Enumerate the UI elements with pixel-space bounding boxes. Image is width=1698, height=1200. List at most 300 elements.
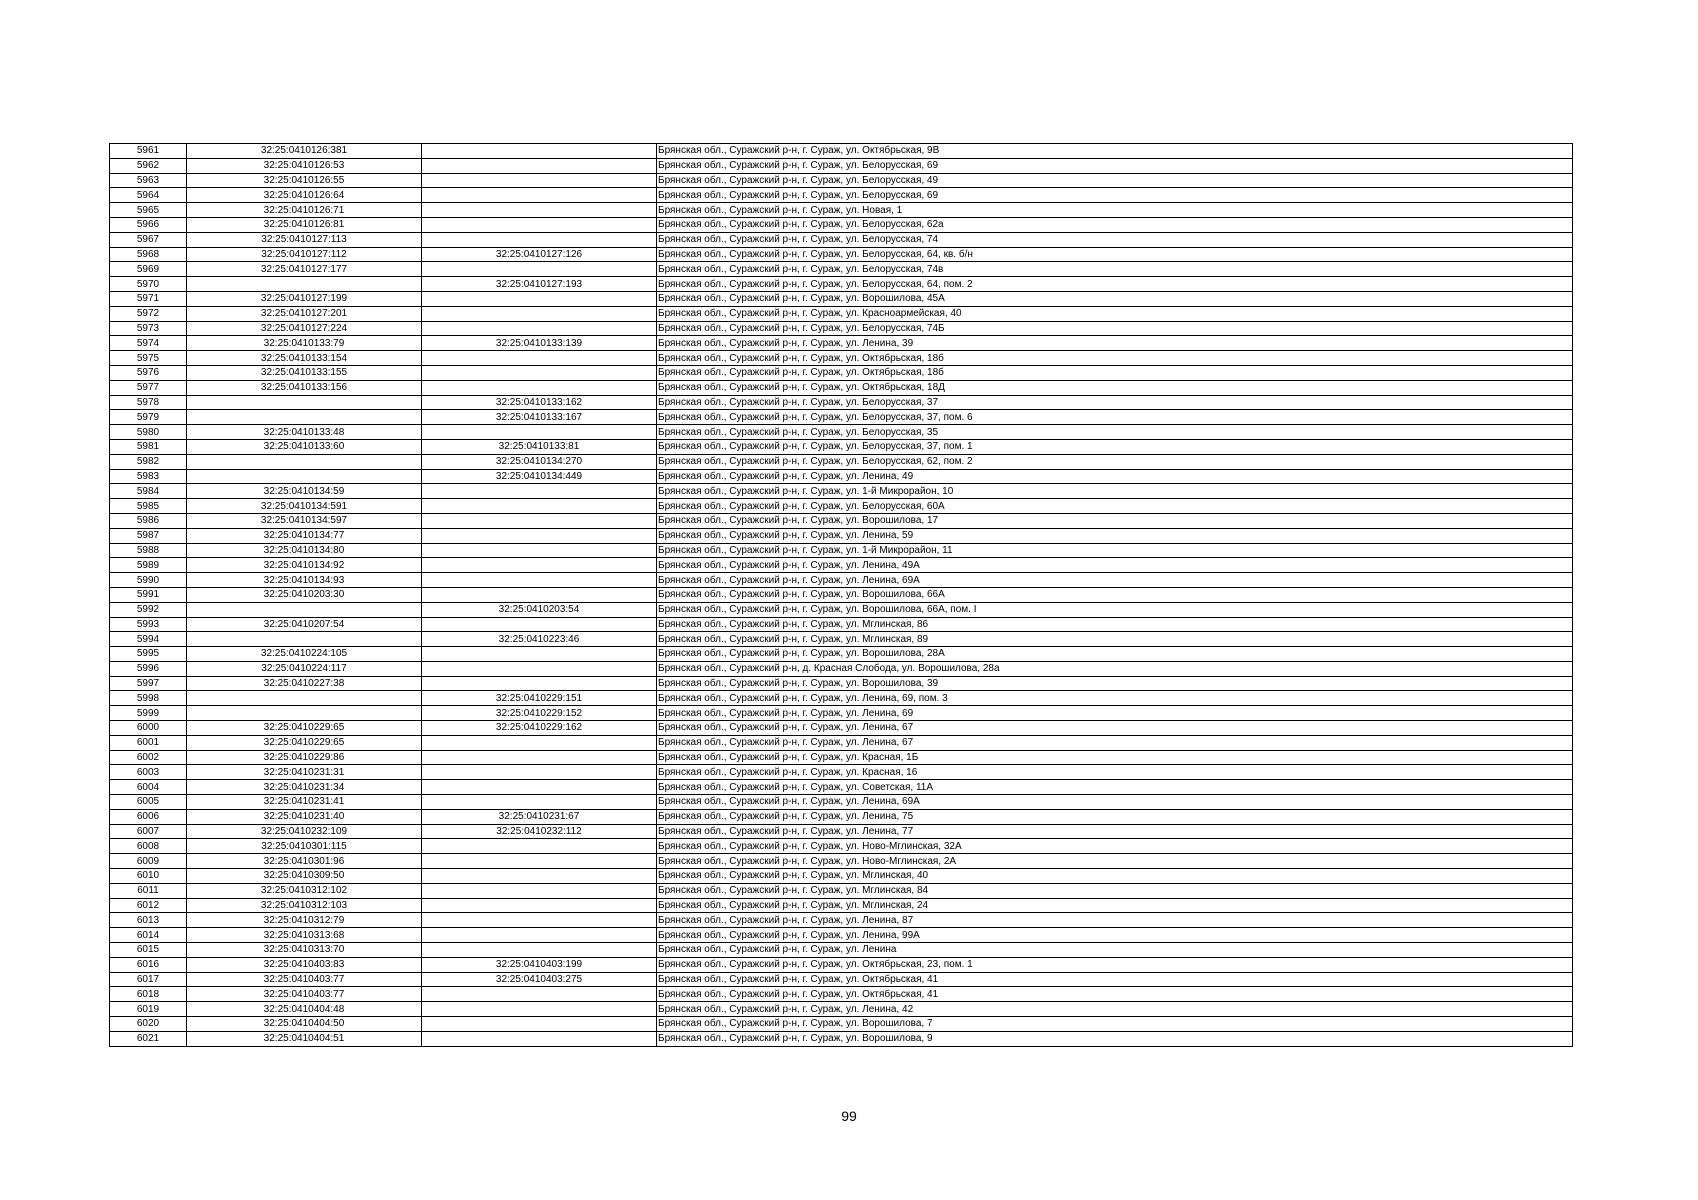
row-number-cell: 5997 (110, 676, 187, 691)
land-cadastral-number-cell: 32:25:0410126:71 (187, 203, 422, 218)
row-number-cell: 6013 (110, 913, 187, 928)
row-number-cell: 5965 (110, 203, 187, 218)
building-cadastral-number-cell (422, 513, 657, 528)
row-number-cell: 6011 (110, 883, 187, 898)
land-cadastral-number-cell: 32:25:0410134:597 (187, 513, 422, 528)
land-cadastral-number-cell: 32:25:0410301:115 (187, 839, 422, 854)
row-number-cell: 5996 (110, 661, 187, 676)
row-number-cell: 5971 (110, 291, 187, 306)
land-cadastral-number-cell (187, 469, 422, 484)
address-cell: Брянская обл., Суражский р-н, г. Сураж, ул. Ленина (657, 943, 1573, 958)
table-row (110, 809, 1573, 824)
table-row (110, 898, 1573, 913)
land-cadastral-number-cell: 32:25:0410126:381 (187, 144, 422, 159)
building-cadastral-number-cell: 32:25:0410133:139 (422, 336, 657, 351)
address-cell: Брянская обл., Суражский р-н, г. Сураж, ул. Мглинская, 24 (657, 898, 1573, 913)
land-cadastral-number-cell: 32:25:0410231:31 (187, 765, 422, 780)
building-cadastral-number-cell (422, 425, 657, 440)
table-row (110, 780, 1573, 795)
row-number-cell: 5982 (110, 454, 187, 469)
address-cell: Брянская обл., Суражский р-н, г. Сураж, ул. Белорусская, 64, пом. 2 (657, 277, 1573, 292)
land-cadastral-number-cell (187, 632, 422, 647)
building-cadastral-number-cell: 32:25:0410403:199 (422, 957, 657, 972)
address-cell: Брянская обл., Суражский р-н, г. Сураж, ул. Ворошилова, 9 (657, 1031, 1573, 1046)
address-cell: Брянская обл., Суражский р-н, г. Сураж, ул. Ленина, 87 (657, 913, 1573, 928)
land-cadastral-number-cell: 32:25:0410134:93 (187, 573, 422, 588)
table-row (110, 277, 1573, 292)
building-cadastral-number-cell (422, 232, 657, 247)
table-row (110, 721, 1573, 736)
land-cadastral-number-cell: 32:25:0410403:77 (187, 972, 422, 987)
table-row (110, 957, 1573, 972)
building-cadastral-number-cell: 32:25:0410223:46 (422, 632, 657, 647)
address-cell: Брянская обл., Суражский р-н, г. Сураж, ул. Белорусская, 35 (657, 425, 1573, 440)
row-number-cell: 5970 (110, 277, 187, 292)
building-cadastral-number-cell: 32:25:0410231:67 (422, 809, 657, 824)
table-row (110, 306, 1573, 321)
table-row (110, 528, 1573, 543)
address-cell: Брянская обл., Суражский р-н, г. Сураж, ул. 1-й Микрорайон, 11 (657, 543, 1573, 558)
building-cadastral-number-cell (422, 144, 657, 159)
row-number-cell: 6018 (110, 987, 187, 1002)
table-row (110, 217, 1573, 232)
table-row (110, 144, 1573, 159)
address-cell: Брянская обл., Суражский р-н, г. Сураж, ул. Белорусская, 74в (657, 262, 1573, 277)
table-row (110, 928, 1573, 943)
row-number-cell: 6020 (110, 1017, 187, 1032)
table-row (110, 869, 1573, 884)
address-cell: Брянская обл., Суражский р-н, г. Сураж, ул. Октябрьская, 18Д (657, 380, 1573, 395)
building-cadastral-number-cell (422, 528, 657, 543)
row-number-cell: 6017 (110, 972, 187, 987)
table-row (110, 706, 1573, 721)
building-cadastral-number-cell (422, 499, 657, 514)
row-number-cell: 5962 (110, 158, 187, 173)
building-cadastral-number-cell (422, 543, 657, 558)
address-cell: Брянская обл., Суражский р-н, г. Сураж, ул. Ворошилова, 66А (657, 587, 1573, 602)
land-cadastral-number-cell: 32:25:0410134:92 (187, 558, 422, 573)
table-row (110, 558, 1573, 573)
building-cadastral-number-cell (422, 883, 657, 898)
building-cadastral-number-cell: 32:25:0410133:81 (422, 439, 657, 454)
building-cadastral-number-cell: 32:25:0410232:112 (422, 824, 657, 839)
table-row (110, 365, 1573, 380)
building-cadastral-number-cell (422, 262, 657, 277)
building-cadastral-number-cell (422, 321, 657, 336)
address-cell: Брянская обл., Суражский р-н, г. Сураж, ул. Белорусская, 69 (657, 158, 1573, 173)
table-row (110, 587, 1573, 602)
land-cadastral-number-cell: 32:25:0410134:80 (187, 543, 422, 558)
row-number-cell: 5985 (110, 499, 187, 514)
land-cadastral-number-cell: 32:25:0410133:155 (187, 365, 422, 380)
building-cadastral-number-cell (422, 617, 657, 632)
land-cadastral-number-cell: 32:25:0410227:38 (187, 676, 422, 691)
land-cadastral-number-cell: 32:25:0410312:79 (187, 913, 422, 928)
building-cadastral-number-cell (422, 1017, 657, 1032)
address-cell: Брянская обл., Суражский р-н, г. Сураж, ул. Ленина, 69 (657, 706, 1573, 721)
address-cell: Брянская обл., Суражский р-н, г. Сураж, ул. Октябрьская, 9В (657, 144, 1573, 159)
row-number-cell: 5990 (110, 573, 187, 588)
building-cadastral-number-cell: 32:25:0410203:54 (422, 602, 657, 617)
row-number-cell: 6009 (110, 854, 187, 869)
row-number-cell: 5969 (110, 262, 187, 277)
building-cadastral-number-cell: 32:25:0410134:270 (422, 454, 657, 469)
land-cadastral-number-cell: 32:25:0410224:105 (187, 647, 422, 662)
land-cadastral-number-cell (187, 602, 422, 617)
address-cell: Брянская обл., Суражский р-н, г. Сураж, ул. Новая, 1 (657, 203, 1573, 218)
table-row (110, 232, 1573, 247)
table-row (110, 676, 1573, 691)
land-cadastral-number-cell: 32:25:0410404:51 (187, 1031, 422, 1046)
address-cell: Брянская обл., Суражский р-н, г. Сураж, ул. Белорусская, 62, пом. 2 (657, 454, 1573, 469)
table-row (110, 499, 1573, 514)
table-row (110, 943, 1573, 958)
building-cadastral-number-cell (422, 928, 657, 943)
address-cell: Брянская обл., Суражский р-н, г. Сураж, ул. Ленина, 67 (657, 721, 1573, 736)
table-row (110, 661, 1573, 676)
building-cadastral-number-cell (422, 351, 657, 366)
row-number-cell: 5999 (110, 706, 187, 721)
row-number-cell: 6015 (110, 943, 187, 958)
address-cell: Брянская обл., Суражский р-н, г. Сураж, ул. Ленина, 75 (657, 809, 1573, 824)
land-cadastral-number-cell: 32:25:0410301:96 (187, 854, 422, 869)
building-cadastral-number-cell (422, 750, 657, 765)
address-cell: Брянская обл., Суражский р-н, г. Сураж, ул. Ленина, 49 (657, 469, 1573, 484)
row-number-cell: 6001 (110, 735, 187, 750)
land-cadastral-number-cell: 32:25:0410231:40 (187, 809, 422, 824)
land-cadastral-number-cell: 32:25:0410127:224 (187, 321, 422, 336)
building-cadastral-number-cell: 32:25:0410403:275 (422, 972, 657, 987)
building-cadastral-number-cell (422, 306, 657, 321)
row-number-cell: 5976 (110, 365, 187, 380)
row-number-cell: 5986 (110, 513, 187, 528)
table-row (110, 410, 1573, 425)
address-cell: Брянская обл., Суражский р-н, г. Сураж, ул. Ленина, 49А (657, 558, 1573, 573)
table-row (110, 203, 1573, 218)
table-row (110, 1031, 1573, 1046)
row-number-cell: 5963 (110, 173, 187, 188)
address-cell: Брянская обл., Суражский р-н, г. Сураж, ул. Октябрьская, 23, пом. 1 (657, 957, 1573, 972)
land-cadastral-number-cell (187, 454, 422, 469)
table-row (110, 972, 1573, 987)
table-row (110, 987, 1573, 1002)
land-cadastral-number-cell (187, 706, 422, 721)
building-cadastral-number-cell (422, 1002, 657, 1017)
address-cell: Брянская обл., Суражский р-н, д. Красная Слобода, ул. Ворошилова, 28а (657, 661, 1573, 676)
table-row (110, 543, 1573, 558)
building-cadastral-number-cell (422, 647, 657, 662)
land-cadastral-number-cell: 32:25:0410133:154 (187, 351, 422, 366)
land-cadastral-number-cell: 32:25:0410133:60 (187, 439, 422, 454)
table-row (110, 513, 1573, 528)
address-cell: Брянская обл., Суражский р-н, г. Сураж, ул. Октябрьская, 18б (657, 365, 1573, 380)
table-row (110, 573, 1573, 588)
address-cell: Брянская обл., Суражский р-н, г. Сураж, ул. Ленина, 42 (657, 1002, 1573, 1017)
row-number-cell: 6012 (110, 898, 187, 913)
table-row (110, 321, 1573, 336)
table-row (110, 484, 1573, 499)
address-cell: Брянская обл., Суражский р-н, г. Сураж, ул. Ворошилова, 66А, пом. I (657, 602, 1573, 617)
row-number-cell: 5974 (110, 336, 187, 351)
building-cadastral-number-cell (422, 795, 657, 810)
building-cadastral-number-cell (422, 661, 657, 676)
land-cadastral-number-cell: 32:25:0410312:102 (187, 883, 422, 898)
table-row (110, 247, 1573, 262)
row-number-cell: 6005 (110, 795, 187, 810)
land-cadastral-number-cell: 32:25:0410313:70 (187, 943, 422, 958)
building-cadastral-number-cell: 32:25:0410134:449 (422, 469, 657, 484)
row-number-cell: 5967 (110, 232, 187, 247)
row-number-cell: 5989 (110, 558, 187, 573)
address-cell: Брянская обл., Суражский р-н, г. Сураж, ул. Мглинская, 86 (657, 617, 1573, 632)
building-cadastral-number-cell: 32:25:0410127:126 (422, 247, 657, 262)
address-cell: Брянская обл., Суражский р-н, г. Сураж, ул. Ворошилова, 7 (657, 1017, 1573, 1032)
row-number-cell: 5984 (110, 484, 187, 499)
address-cell: Брянская обл., Суражский р-н, г. Сураж, ул. Мглинская, 84 (657, 883, 1573, 898)
address-cell: Брянская обл., Суражский р-н, г. Сураж, ул. Советская, 11А (657, 780, 1573, 795)
row-number-cell: 5991 (110, 587, 187, 602)
table-row (110, 617, 1573, 632)
row-number-cell: 5972 (110, 306, 187, 321)
row-number-cell: 6014 (110, 928, 187, 943)
table-row (110, 173, 1573, 188)
land-cadastral-number-cell: 32:25:0410404:50 (187, 1017, 422, 1032)
address-cell: Брянская обл., Суражский р-н, г. Сураж, ул. Белорусская, 37, пом. 1 (657, 439, 1573, 454)
table-row (110, 380, 1573, 395)
address-cell: Брянская обл., Суражский р-н, г. Сураж, ул. Ленина, 39 (657, 336, 1573, 351)
address-cell: Брянская обл., Суражский р-н, г. Сураж, ул. Белорусская, 49 (657, 173, 1573, 188)
building-cadastral-number-cell (422, 1031, 657, 1046)
table-row (110, 691, 1573, 706)
land-cadastral-number-cell: 32:25:0410127:113 (187, 232, 422, 247)
row-number-cell: 6000 (110, 721, 187, 736)
table-row (110, 854, 1573, 869)
address-cell: Брянская обл., Суражский р-н, г. Сураж, ул. Октябрьская, 41 (657, 972, 1573, 987)
table-row (110, 839, 1573, 854)
row-number-cell: 6021 (110, 1031, 187, 1046)
land-cadastral-number-cell: 32:25:0410127:199 (187, 291, 422, 306)
row-number-cell: 6004 (110, 780, 187, 795)
address-cell: Брянская обл., Суражский р-н, г. Сураж, ул. Белорусская, 37, пом. 6 (657, 410, 1573, 425)
land-cadastral-number-cell: 32:25:0410126:53 (187, 158, 422, 173)
address-cell: Брянская обл., Суражский р-н, г. Сураж, ул. Ворошилова, 45А (657, 291, 1573, 306)
row-number-cell: 6008 (110, 839, 187, 854)
land-cadastral-number-cell: 32:25:0410127:112 (187, 247, 422, 262)
building-cadastral-number-cell: 32:25:0410133:162 (422, 395, 657, 410)
land-cadastral-number-cell: 32:25:0410309:50 (187, 869, 422, 884)
building-cadastral-number-cell: 32:25:0410229:162 (422, 721, 657, 736)
address-cell: Брянская обл., Суражский р-н, г. Сураж, ул. 1-й Микрорайон, 10 (657, 484, 1573, 499)
building-cadastral-number-cell (422, 854, 657, 869)
table-row (110, 262, 1573, 277)
building-cadastral-number-cell (422, 765, 657, 780)
land-cadastral-number-cell: 32:25:0410229:65 (187, 721, 422, 736)
address-cell: Брянская обл., Суражский р-н, г. Сураж, ул. Белорусская, 74Б (657, 321, 1573, 336)
building-cadastral-number-cell (422, 780, 657, 795)
row-number-cell: 6002 (110, 750, 187, 765)
land-cadastral-number-cell: 32:25:0410231:34 (187, 780, 422, 795)
address-cell: Брянская обл., Суражский р-н, г. Сураж, ул. Ленина, 59 (657, 528, 1573, 543)
page-number: 99 (841, 1108, 857, 1124)
address-cell: Брянская обл., Суражский р-н, г. Сураж, ул. Ленина, 69А (657, 795, 1573, 810)
address-cell: Брянская обл., Суражский р-н, г. Сураж, ул. Белорусская, 60А (657, 499, 1573, 514)
table-row (110, 647, 1573, 662)
address-cell: Брянская обл., Суражский р-н, г. Сураж, ул. Белорусская, 69 (657, 188, 1573, 203)
land-cadastral-number-cell: 32:25:0410126:81 (187, 217, 422, 232)
building-cadastral-number-cell (422, 943, 657, 958)
land-cadastral-number-cell: 32:25:0410207:54 (187, 617, 422, 632)
land-cadastral-number-cell: 32:25:0410126:55 (187, 173, 422, 188)
address-cell: Брянская обл., Суражский р-н, г. Сураж, ул. Белорусская, 64, кв. б/н (657, 247, 1573, 262)
land-cadastral-number-cell (187, 277, 422, 292)
building-cadastral-number-cell (422, 676, 657, 691)
address-cell: Брянская обл., Суражский р-н, г. Сураж, ул. Мглинская, 89 (657, 632, 1573, 647)
table-row (110, 913, 1573, 928)
building-cadastral-number-cell (422, 839, 657, 854)
table-row (110, 1017, 1573, 1032)
land-cadastral-number-cell: 32:25:0410133:79 (187, 336, 422, 351)
table-row (110, 336, 1573, 351)
row-number-cell: 5980 (110, 425, 187, 440)
row-number-cell: 5979 (110, 410, 187, 425)
address-cell: Брянская обл., Суражский р-н, г. Сураж, ул. Ленина, 69, пом. 3 (657, 691, 1573, 706)
address-cell: Брянская обл., Суражский р-н, г. Сураж, ул. Белорусская, 74 (657, 232, 1573, 247)
row-number-cell: 5995 (110, 647, 187, 662)
cadastral-table (109, 143, 1573, 1047)
table-row (110, 395, 1573, 410)
table-row (110, 1002, 1573, 1017)
table-row (110, 765, 1573, 780)
land-cadastral-number-cell: 32:25:0410203:30 (187, 587, 422, 602)
address-cell: Брянская обл., Суражский р-н, г. Сураж, ул. Красноармейская, 40 (657, 306, 1573, 321)
address-cell: Брянская обл., Суражский р-н, г. Сураж, ул. Октябрьская, 41 (657, 987, 1573, 1002)
row-number-cell: 6010 (110, 869, 187, 884)
row-number-cell: 5977 (110, 380, 187, 395)
building-cadastral-number-cell (422, 869, 657, 884)
row-number-cell: 6006 (110, 809, 187, 824)
table-row (110, 469, 1573, 484)
land-cadastral-number-cell: 32:25:0410312:103 (187, 898, 422, 913)
land-cadastral-number-cell: 32:25:0410231:41 (187, 795, 422, 810)
address-cell: Брянская обл., Суражский р-н, г. Сураж, ул. Октябрьская, 18б (657, 351, 1573, 366)
table-row (110, 454, 1573, 469)
land-cadastral-number-cell: 32:25:0410403:77 (187, 987, 422, 1002)
row-number-cell: 5994 (110, 632, 187, 647)
building-cadastral-number-cell (422, 291, 657, 306)
table-row (110, 824, 1573, 839)
row-number-cell: 5988 (110, 543, 187, 558)
land-cadastral-number-cell: 32:25:0410134:59 (187, 484, 422, 499)
table-row (110, 795, 1573, 810)
table-row (110, 632, 1573, 647)
land-cadastral-number-cell: 32:25:0410224:117 (187, 661, 422, 676)
address-cell: Брянская обл., Суражский р-н, г. Сураж, ул. Ворошилова, 28А (657, 647, 1573, 662)
building-cadastral-number-cell: 32:25:0410229:152 (422, 706, 657, 721)
row-number-cell: 5983 (110, 469, 187, 484)
land-cadastral-number-cell: 32:25:0410134:591 (187, 499, 422, 514)
row-number-cell: 5973 (110, 321, 187, 336)
land-cadastral-number-cell: 32:25:0410313:68 (187, 928, 422, 943)
table-row (110, 425, 1573, 440)
address-cell: Брянская обл., Суражский р-н, г. Сураж, ул. Ново-Мглинская, 2А (657, 854, 1573, 869)
row-number-cell: 5981 (110, 439, 187, 454)
table-row (110, 602, 1573, 617)
land-cadastral-number-cell: 32:25:0410229:86 (187, 750, 422, 765)
row-number-cell: 6016 (110, 957, 187, 972)
table-row (110, 158, 1573, 173)
building-cadastral-number-cell (422, 188, 657, 203)
land-cadastral-number-cell: 32:25:0410133:156 (187, 380, 422, 395)
building-cadastral-number-cell (422, 217, 657, 232)
address-cell: Брянская обл., Суражский р-н, г. Сураж, ул. Ленина, 77 (657, 824, 1573, 839)
building-cadastral-number-cell (422, 573, 657, 588)
building-cadastral-number-cell (422, 913, 657, 928)
address-cell: Брянская обл., Суражский р-н, г. Сураж, ул. Ленина, 99А (657, 928, 1573, 943)
row-number-cell: 5998 (110, 691, 187, 706)
building-cadastral-number-cell: 32:25:0410133:167 (422, 410, 657, 425)
table-row (110, 188, 1573, 203)
address-cell: Брянская обл., Суражский р-н, г. Сураж, ул. Ворошилова, 39 (657, 676, 1573, 691)
address-cell: Брянская обл., Суражский р-н, г. Сураж, ул. Мглинская, 40 (657, 869, 1573, 884)
building-cadastral-number-cell (422, 987, 657, 1002)
row-number-cell: 5964 (110, 188, 187, 203)
row-number-cell: 5978 (110, 395, 187, 410)
building-cadastral-number-cell (422, 380, 657, 395)
land-cadastral-number-cell (187, 410, 422, 425)
building-cadastral-number-cell (422, 203, 657, 218)
row-number-cell: 5993 (110, 617, 187, 632)
land-cadastral-number-cell (187, 691, 422, 706)
table-row (110, 291, 1573, 306)
row-number-cell: 6003 (110, 765, 187, 780)
address-cell: Брянская обл., Суражский р-н, г. Сураж, ул. Красная, 1Б (657, 750, 1573, 765)
row-number-cell: 5968 (110, 247, 187, 262)
building-cadastral-number-cell (422, 173, 657, 188)
row-number-cell: 5987 (110, 528, 187, 543)
address-cell: Брянская обл., Суражский р-н, г. Сураж, ул. Красная, 16 (657, 765, 1573, 780)
land-cadastral-number-cell: 32:25:0410127:201 (187, 306, 422, 321)
building-cadastral-number-cell: 32:25:0410127:193 (422, 277, 657, 292)
building-cadastral-number-cell (422, 158, 657, 173)
address-cell: Брянская обл., Суражский р-н, г. Сураж, ул. Белорусская, 37 (657, 395, 1573, 410)
building-cadastral-number-cell (422, 735, 657, 750)
table-row (110, 750, 1573, 765)
building-cadastral-number-cell: 32:25:0410229:151 (422, 691, 657, 706)
land-cadastral-number-cell: 32:25:0410229:65 (187, 735, 422, 750)
land-cadastral-number-cell: 32:25:0410403:83 (187, 957, 422, 972)
row-number-cell: 5975 (110, 351, 187, 366)
building-cadastral-number-cell (422, 587, 657, 602)
address-cell: Брянская обл., Суражский р-н, г. Сураж, ул. Белорусская, 62а (657, 217, 1573, 232)
land-cadastral-number-cell: 32:25:0410232:109 (187, 824, 422, 839)
land-cadastral-number-cell: 32:25:0410134:77 (187, 528, 422, 543)
address-cell: Брянская обл., Суражский р-н, г. Сураж, ул. Ленина, 67 (657, 735, 1573, 750)
land-cadastral-number-cell: 32:25:0410404:48 (187, 1002, 422, 1017)
table-row (110, 439, 1573, 454)
row-number-cell: 5992 (110, 602, 187, 617)
table-row (110, 735, 1573, 750)
row-number-cell: 5966 (110, 217, 187, 232)
address-cell: Брянская обл., Суражский р-н, г. Сураж, ул. Ленина, 69А (657, 573, 1573, 588)
land-cadastral-number-cell: 32:25:0410126:64 (187, 188, 422, 203)
building-cadastral-number-cell (422, 365, 657, 380)
building-cadastral-number-cell (422, 898, 657, 913)
land-cadastral-number-cell (187, 395, 422, 410)
row-number-cell: 6007 (110, 824, 187, 839)
building-cadastral-number-cell (422, 484, 657, 499)
building-cadastral-number-cell (422, 558, 657, 573)
land-cadastral-number-cell: 32:25:0410127:177 (187, 262, 422, 277)
